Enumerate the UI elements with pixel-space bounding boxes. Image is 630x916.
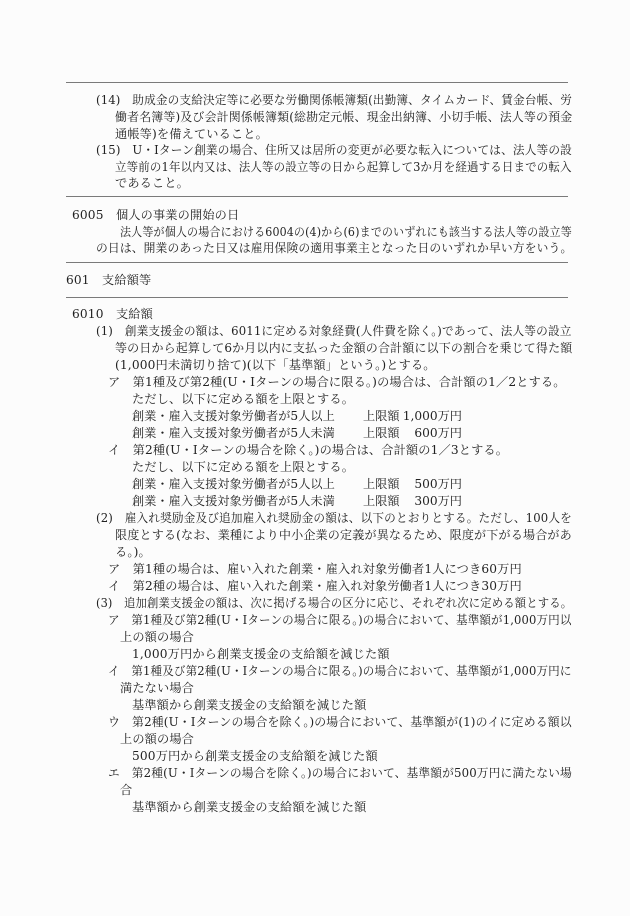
p3-line-1: (3) 追加創業支援金の額は、次に掲げる場合の区分に応じ、それぞれ次に定める額とする。 — [96, 596, 573, 610]
p3-u-line-2: 上の額の場合 — [120, 732, 195, 746]
horizontal-rule — [66, 297, 568, 298]
p3-e-line-2: 合 — [120, 783, 133, 797]
cap-row-amount: 600万円 — [414, 426, 462, 440]
cap-row-label: 創業・雇入支援対象労働者が5人未満 — [132, 426, 335, 440]
cap-row-amount: 300万円 — [414, 494, 462, 508]
p1-line-1: (1) 創業支援金の額は、6011に定める対象経費(人件費を除く。)であって、法人等の設立 — [96, 324, 572, 338]
item-14-line-3: 通帳等)を備えていること。 — [115, 127, 268, 141]
item-15-line-3: であること。 — [115, 176, 190, 190]
p3-e-line-3: 基準額から創業支援金の支給額を減じた額 — [132, 800, 367, 814]
p1-i-line-2: ただし、以下に定める額を上限とする。 — [132, 460, 355, 474]
horizontal-rule — [66, 82, 568, 83]
p3-i-line-2: 満たない場合 — [120, 681, 195, 695]
item-14-line-1: (14) 助成金の支給決定等に必要な労働関係帳簿類(出勤簿、タイムカード、賃金台帳、労 — [96, 93, 573, 107]
p3-a-line-2: 上の額の場合 — [120, 630, 195, 644]
cap-row-cap: 上限額 — [363, 494, 400, 508]
p3-e-line-1: エ 第2種(U・Iターンの場合を除く。)の場合において、基準額が500万円に満たない場 — [108, 766, 572, 780]
p3-u-line-3: 500万円から創業支援金の支給額を減じた額 — [132, 749, 378, 763]
p1-i-line-1: イ 第2種(U・Iターンの場合を除く。)の場合は、合計額の1／3とする。 — [108, 443, 509, 457]
p3-a-line-3: 1,000万円から創業支援金の支給額を減じた額 — [132, 647, 390, 661]
section-6005-line-2: の日は、開業のあった日又は雇用保険の適用事業主となった日のいずれか早い方をいう。 — [96, 241, 573, 255]
p2-i: イ 第2種の場合は、雇い入れた創業・雇入れ対象労働者1人につき30万円 — [108, 579, 522, 593]
p3-i-line-3: 基準額から創業支援金の支給額を減じた額 — [132, 698, 367, 712]
cap-row-label: 創業・雇入支援対象労働者が5人以上 — [132, 477, 335, 491]
p3-i-line-1: イ 第1種及び第2種(U・Iターンの場合に限る。)の場合において、基準額が1,000万円に — [108, 664, 572, 678]
horizontal-rule — [66, 196, 568, 197]
cap-row-amount: 500万円 — [414, 477, 462, 491]
p2-line-3: る。)。 — [115, 545, 151, 559]
cap-row-cap: 上限額 — [363, 477, 400, 491]
section-6005-line-1: 法人等が個人の場合における6004の(4)から(6)までのいずれにも該当する法人等の設立等 — [120, 225, 572, 239]
cap-row-label: 創業・雇入支援対象労働者が5人以上 — [132, 409, 335, 423]
p1-a-line-1: ア 第1種及び第2種(U・Iターンの場合に限る。)の場合は、合計額の1／2とする。 — [108, 375, 566, 389]
p1-line-3: (1,000円未満切り捨て)(以下「基準額」という。)とする。 — [115, 358, 436, 372]
section-601-heading: 601 支給額等 — [66, 273, 152, 287]
horizontal-rule — [66, 262, 568, 263]
item-15-line-2: 立等前の1年以内又は、法人等の設立等の日から起算して3か月を経過する日までの転入 — [115, 160, 572, 174]
p3-a-line-1: ア 第1種及び第2種(U・Iターンの場合に限る。)の場合において、基準額が1,000万円以 — [108, 613, 572, 627]
cap-row-cap: 上限額 — [363, 409, 400, 423]
p2-a: ア 第1種の場合は、雇い入れた創業・雇入れ対象労働者1人につき60万円 — [108, 562, 522, 576]
section-6005-heading: 6005 個人の事業の開始の日 — [72, 208, 240, 222]
cap-row-cap: 上限額 — [363, 426, 400, 440]
item-14-line-2: 働者名簿等)及び会計関係帳簿類(総勘定元帳、現金出納簿、小切手帳、法人等の預金 — [115, 110, 573, 124]
section-6010-heading: 6010 支給額 — [72, 307, 153, 321]
p1-line-2: 等の日から起算して6か月以内に支払った金額の合計額に以下の割合を乗じて得た額 — [115, 341, 573, 355]
p2-line-1: (2) 雇入れ奨励金及び追加雇入れ奨励金の額は、以下のとおりとする。ただし、100人を — [96, 511, 572, 525]
cap-row-label: 創業・雇入支援対象労働者が5人未満 — [132, 494, 335, 508]
item-15-line-1: (15) U・Iターン創業の場合、住所又は居所の変更が必要な転入については、法人等の設 — [96, 143, 572, 157]
p3-u-line-1: ウ 第2種(U・Iターンの場合を除く。)の場合において、基準額が(1)のイに定める額以 — [108, 715, 572, 729]
p2-line-2: 限度とする(なお、業種により中小企業の定義が異なるため、限度が下がる場合があ — [115, 528, 572, 542]
p1-a-line-2: ただし、以下に定める額を上限とする。 — [132, 392, 355, 406]
cap-row-amount: 1,000万円 — [402, 409, 462, 423]
